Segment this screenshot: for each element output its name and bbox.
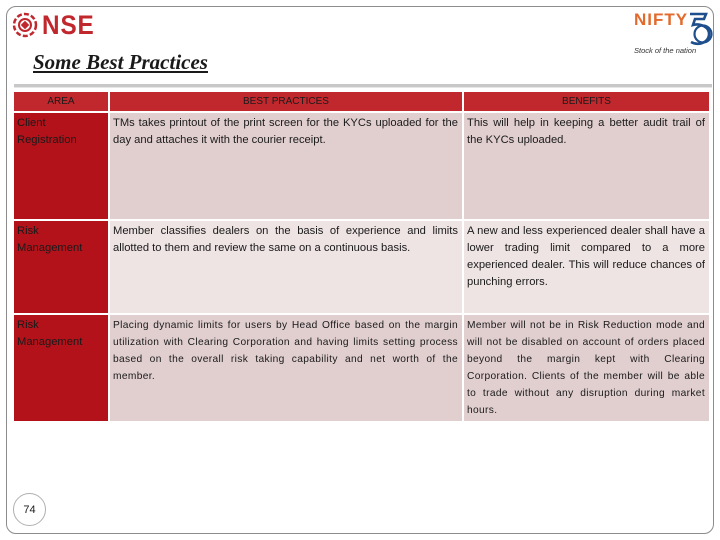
column-header-best-practices: BEST PRACTICES: [110, 92, 462, 111]
area-cell: Risk Management: [14, 315, 108, 421]
nse-emblem-icon: [12, 12, 38, 38]
column-header-area: AREA: [14, 92, 108, 111]
benefit-cell: A new and less experienced dealer shall have a lower trading limit compared to a more experienced dealer. This will reduce chances of punching errors.: [464, 221, 709, 313]
nifty-tagline: Stock of the nation: [634, 46, 697, 55]
nifty-logo-text: NIFTY: [634, 10, 689, 29]
column-header-benefits: BENEFITS: [464, 92, 709, 111]
area-cell: Risk Management: [14, 221, 108, 313]
benefit-cell: This will help in keeping a better audit trail of the KYCs uploaded.: [464, 113, 709, 219]
table-row: [14, 221, 709, 313]
benefit-cell: Member will not be in Risk Reduction mode and will not be disabled on account of orders placed beyond the margin kept with Clearing Corporation. Clients of the member will be able to trade without any disruption during market hours.: [464, 315, 709, 421]
table-header-row: [14, 92, 709, 111]
page-number-label: 74: [23, 503, 36, 516]
nse-logo-text: NSE: [42, 9, 95, 40]
table-row: [14, 315, 709, 421]
practice-cell: Placing dynamic limits for users by Head Office based on the margin utilization with Clearing Corporation and having limits setting process based on the overall risk taking capability and net worth of the member.: [110, 315, 462, 421]
table-row: [14, 113, 709, 219]
page-number: [13, 493, 46, 526]
page-title: Some Best Practices: [33, 50, 208, 74]
nifty-logo: [632, 8, 714, 56]
practice-cell: Member classifies dealers on the basis of experience and limits allotted to them and review the same on a continuous basis.: [110, 221, 462, 313]
nse-logo: [12, 10, 101, 40]
area-cell: Client Registration: [14, 113, 108, 219]
best-practices-table: [12, 90, 711, 423]
title-divider: [14, 84, 712, 87]
practice-cell: TMs takes printout of the print screen for the KYCs uploaded for the day and attaches it with the courier receipt.: [110, 113, 462, 219]
